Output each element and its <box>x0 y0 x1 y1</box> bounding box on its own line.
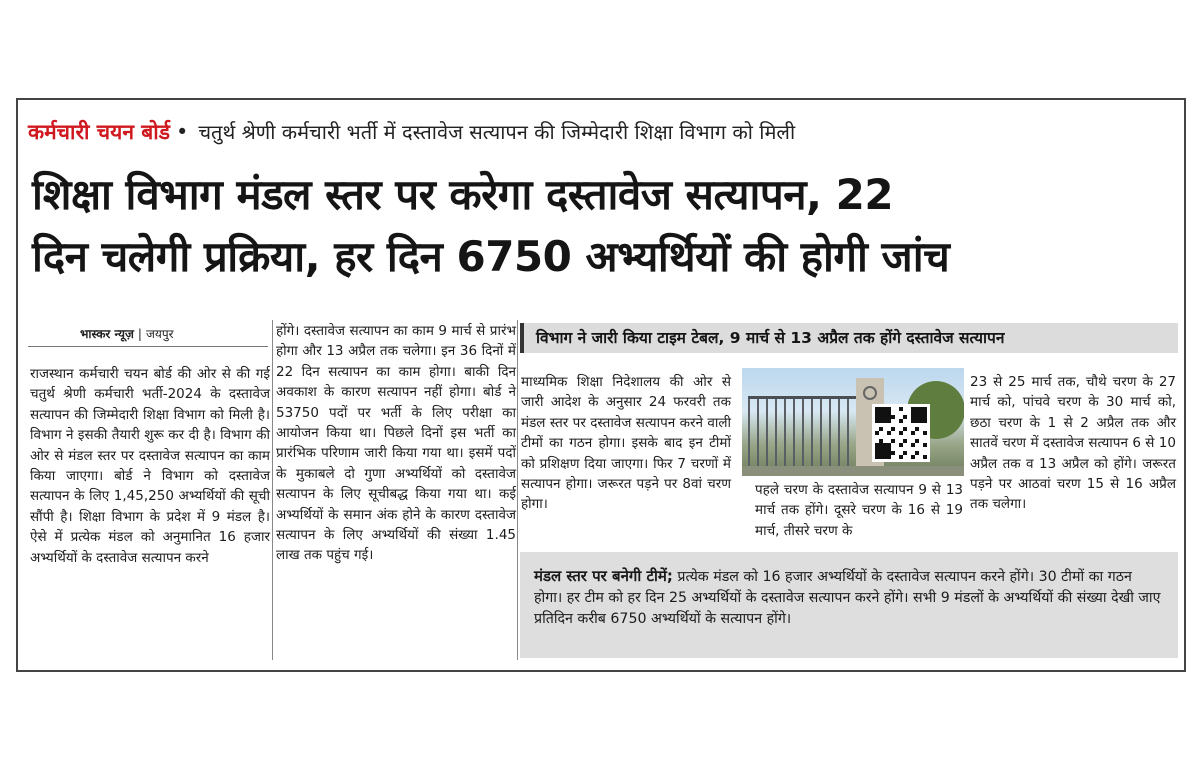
column-divider-1 <box>272 320 273 660</box>
ground-shape <box>742 466 964 476</box>
article-column-5: 23 से 25 मार्च तक, चौथे चरण के 27 मार्च को, पांचवे चरण के 30 मार्च को, छठा चरण के 1 से 2 अप्रैल तक और सातवें चरण में दस्तावेज सत्यापन 6 से 10 अप्रैल तक व 13 अप्रैल को होंगे। जरूरत पड़ने पर आठवां चरण 15 से 16 अप्रैल तक चलेगा। <box>970 374 1176 513</box>
kicker-line <box>28 118 1178 152</box>
qr-code-icon <box>872 404 930 462</box>
headline-line-2: दिन चलेगी प्रक्रिया, हर दिन 6750 अभ्यर्थियों की होगी जांच <box>32 232 950 281</box>
kicker-bullet: • <box>175 120 189 144</box>
headline-line-1: शिक्षा विभाग मंडल स्तर पर करेगा दस्तावेज सत्यापन, 22 <box>32 170 894 219</box>
teams-box-heading: मंडल स्तर पर बनेगी टीमें; <box>534 567 673 585</box>
article-column-4: पहले चरण के दस्तावेज सत्यापन 9 से 13 मार्च तक होंगे। दूसरे चरण के 16 से 19 मार्च, तीसरे चरण के <box>755 482 963 539</box>
school-gate-photo <box>742 368 964 476</box>
headline <box>32 164 1177 288</box>
timetable-heading: विभाग ने जारी किया टाइम टेबल, 9 मार्च से 13 अप्रैल तक होंगे दस्तावेज सत्यापन <box>520 323 1178 353</box>
byline-agency: भास्कर न्यूज़ <box>80 327 134 341</box>
article-column-1: राजस्थान कर्मचारी चयन बोर्ड की ओर से की गई चतुर्थ श्रेणी कर्मचारी भर्ती-2024 के दस्तावेज सत्यापन की जिम्मेदारी शिक्षा विभाग को मिली है। विभाग ने इसकी तैयारी शुरू कर दी है। विभाग की ओर से मंडल स्तर पर दस्तावेज सत्यापन का काम किया जाएगा। बोर्ड ने विभाग को दस्तावेज सत्यापन के लिए 1,45,250 अभ्यर्थियों की सूची सौंपी है। शिक्षा विभाग के प्रदेश में 9 मंडल है। ऐसे में प्रत्येक मंडल को अनुमानित 16 हजार अभ्यर्थियों के दस्तावेज सत्यापन करने <box>30 366 270 566</box>
teams-box-text: प्रत्येक मंडल को 16 हजार अभ्यर्थियों के दस्तावेज सत्यापन करने होंगे। 30 टीमों का गठन होगा। हर टीम को हर दिन 25 अभ्यर्थियों के दस्तावेज सत्यापन करने होंगे। सभी 9 मंडलों के अभ्यर्थियों की संख्या देखी जाए प्रतिदिन करीब 6750 अभ्यर्थियों के सत्यापन होंगे। <box>534 569 1161 627</box>
byline-rule <box>28 346 268 347</box>
news-clipping <box>16 98 1186 672</box>
kicker-brand: कर्मचारी चयन बोर्ड <box>28 120 170 144</box>
article-column-2: होंगे। दस्तावेज सत्यापन का काम 9 मार्च से प्रारंभ होगा और 13 अप्रैल तक चलेगा। इन 36 दिनों में 22 दिन सत्यापन का काम होगा। बाकी दिन अवकाश के कारण सत्यापन नहीं होगा। बोर्ड ने 53750 पदों पर भर्ती के लिए परीक्षा का आयोजन किया था। पिछले दिनों इस भर्ती का प्रारंभिक परिणाम जारी किया गया था। इसमें पदों के मुकाबले दो गुणा अभ्यर्थियों को दस्तावेज सत्यापन के लिए सूचीबद्ध किया गया था। कई अभ्यर्थियों के समान अंक होने के कारण दस्तावेज सत्यापन के लिए अभ्यर्थियों की संख्या 1.45 लाख तक पहुंच गई। <box>276 323 516 564</box>
byline <box>80 325 174 342</box>
teams-info-box <box>520 552 1178 658</box>
gate-shape <box>748 396 856 476</box>
column-divider-2 <box>517 320 518 660</box>
byline-city: जयपुर <box>145 327 174 341</box>
kicker-subhead: चतुर्थ श्रेणी कर्मचारी भर्ती में दस्तावेज सत्यापन की जिम्मेदारी शिक्षा विभाग को मिली <box>198 120 796 144</box>
article-column-3: माध्यमिक शिक्षा निदेशालय की ओर से जारी आदेश के अनुसार 24 फरवरी तक मंडल स्तर पर दस्तावेज सत्यापन करने वाली टीमों का गठन होगा। इसके बाद इन टीमों को प्रशिक्षण दिया जाएगा। फिर 7 चरणों में सत्यापन होगा। जरूरत पड़ने पर 8वां चरण होगा। <box>521 374 731 513</box>
byline-separator: | <box>137 327 142 341</box>
